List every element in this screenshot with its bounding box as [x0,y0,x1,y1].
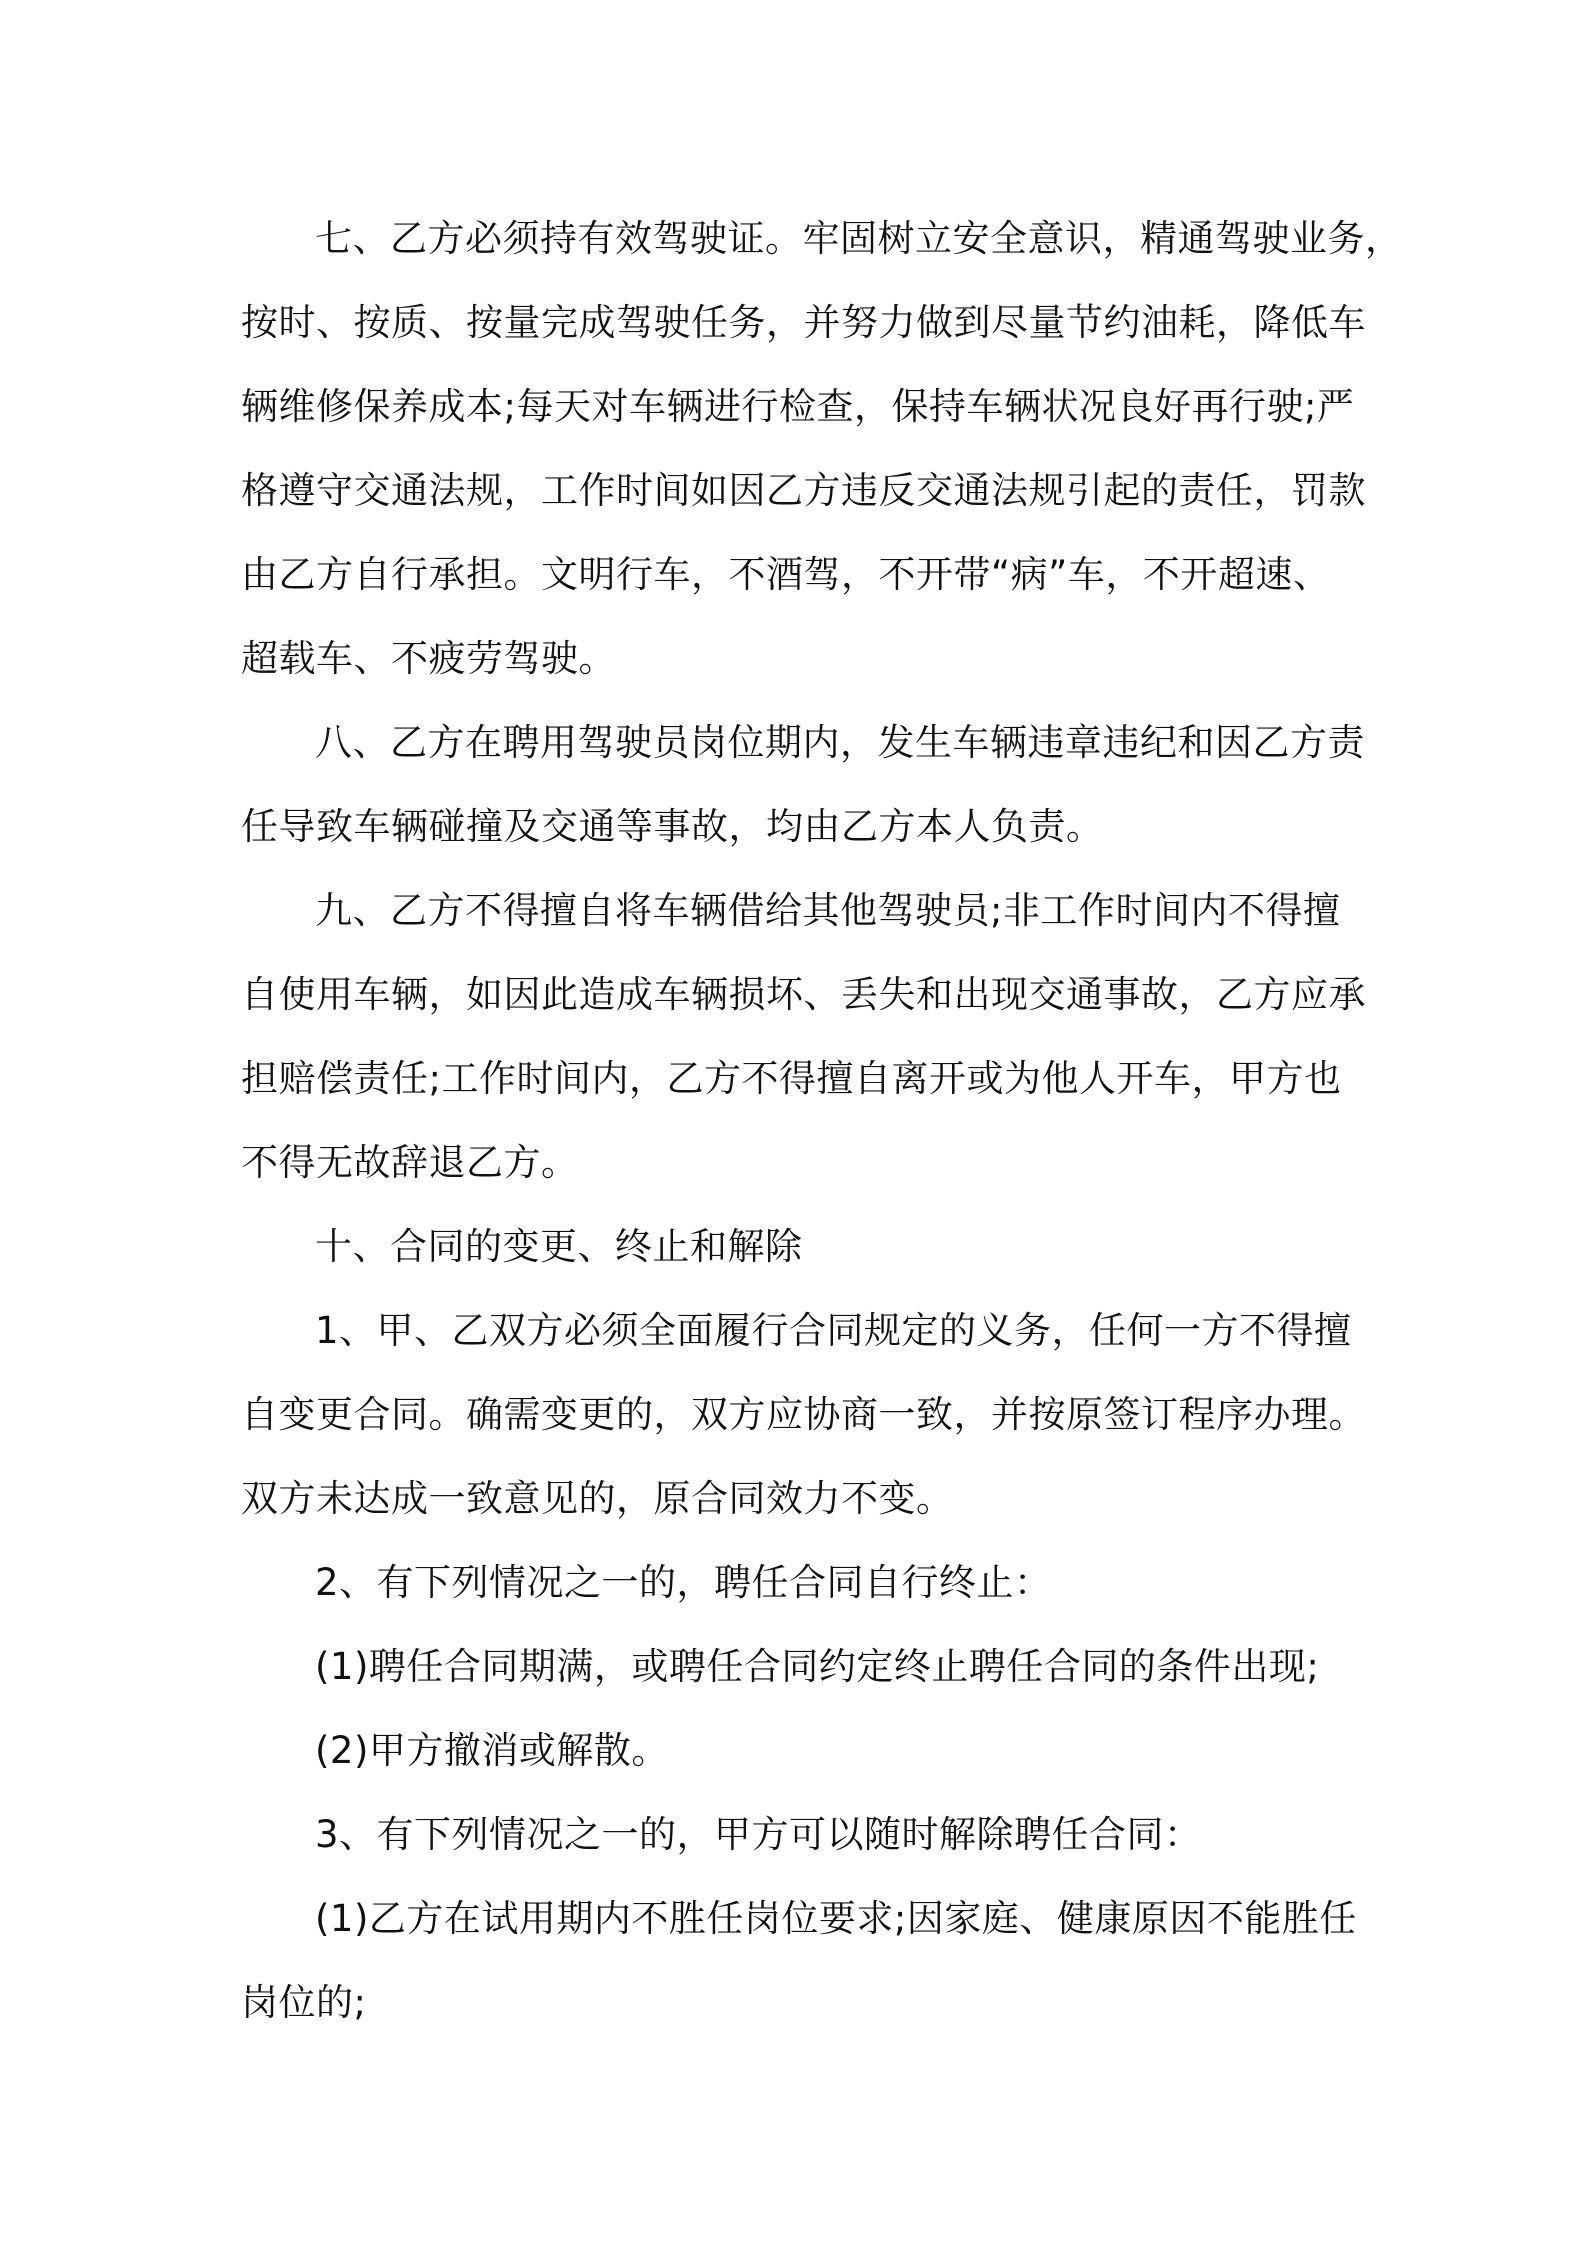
text-line: (2)甲方撤消或解散。 [315,1729,669,1772]
section-heading-clause-10 [241,1205,1351,1289]
text-line: 七、乙方必须持有效驾驶证。牢固树立安全意识，精通驾驶业务， [315,217,1403,260]
text-line: 3、有下列情况之一的，甲方可以随时解除聘任合同： [315,1813,1202,1856]
text-line: (1)乙方在试用期内不胜任岗位要求;因家庭、健康原因不能胜任 [315,1897,1357,1940]
text-line: (1)聘任合同期满，或聘任合同约定终止聘任合同的条件出现; [315,1645,1320,1688]
text-line: 超载车、不疲劳驾驶。 [241,637,616,680]
paragraph-clause-7 [241,197,1403,701]
text-line: 八、乙方在聘用驾驶员岗位期内，发生车辆违章违纪和因乙方责 [315,721,1365,764]
paragraph-item-1 [241,1289,1366,1541]
text-line: 1、甲、乙双方必须全面履行合同规定的义务，任何一方不得擅 [315,1309,1352,1352]
paragraph-item-2 [241,1541,1351,1625]
text-line: 不得无故辞退乙方。 [241,1141,579,1184]
text-line: 2、有下列情况之一的，聘任合同自行终止： [315,1561,1052,1604]
text-line: 格遵守交通法规，工作时间如因乙方违反交通法规引起的责任，罚款 [241,469,1366,512]
text-line: 九、乙方不得擅自将车辆借给其他驾驶员;非工作时间内不得擅 [315,889,1341,932]
paragraph-item-3 [241,1793,1351,1877]
paragraph-item-2-sub-1 [241,1625,1351,1709]
text-line: 任导致车辆碰撞及交通等事故，均由乙方本人负责。 [241,805,1104,848]
paragraph-item-2-sub-2 [241,1709,1351,1793]
text-line: 辆维修保养成本;每天对车辆进行检查，保持车辆状况良好再行驶;严 [241,385,1355,428]
text-line: 自使用车辆，如因此造成车辆损坏、丢失和出现交通事故，乙方应承 [241,973,1366,1016]
paragraph-item-3-sub-1 [241,1877,1357,2045]
paragraph-clause-8 [241,701,1365,869]
paragraph-clause-9 [241,869,1366,1205]
text-line: 由乙方自行承担。文明行车，不酒驾，不开带“病”车，不开超速、 [241,553,1331,596]
document-body [241,197,1403,2045]
text-line: 双方未达成一致意见的，原合同效力不变。 [241,1477,954,1520]
text-line: 十、合同的变更、终止和解除 [315,1225,803,1268]
text-line: 岗位的; [241,1981,367,2024]
text-line: 自变更合同。确需变更的，双方应协商一致，并按原签订程序办理。 [241,1393,1366,1436]
text-line: 担赔偿责任;工作时间内，乙方不得擅自离开或为他人开车，甲方也 [241,1057,1342,1100]
text-line: 按时、按质、按量完成驾驶任务，并努力做到尽量节约油耗，降低车 [241,301,1366,344]
